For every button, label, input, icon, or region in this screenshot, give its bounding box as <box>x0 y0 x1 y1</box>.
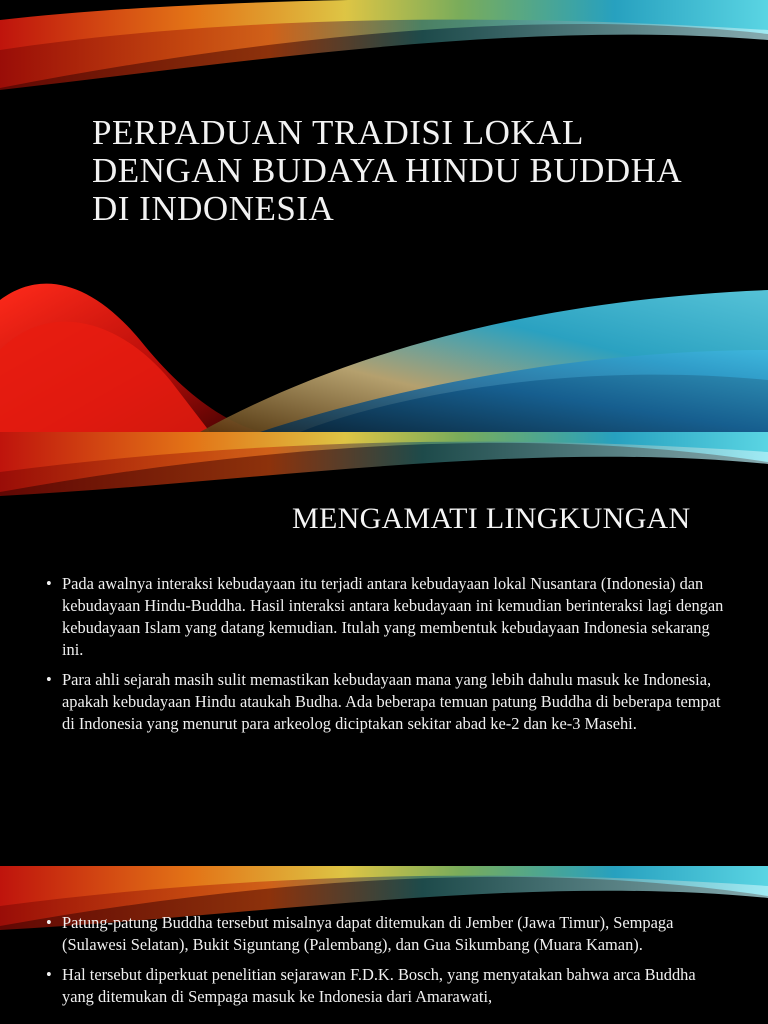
bullet-text: Pada awalnya interaksi kebudayaan itu terjadi antara kebudayaan lokal Nusantara (Indonesia) dan kebudayaan Hindu-Buddha. Hasil interaksi antara kebudayaan ini kemudian berinteraksi lagi dengan kebudayaan Islam yang datang kemudian. Itulah yang membentuk kebudayaan Indonesia sekarang ini. <box>62 574 724 659</box>
slide-title: MENGAMATI LINGKUNGAN <box>292 502 691 535</box>
title-slide <box>0 0 768 432</box>
list-item <box>44 669 724 735</box>
bullet-text: Para ahli sejarah masih sulit memastikan kebudayaan mana yang lebih dahulu masuk ke Indonesia, apakah kebudayaan Hindu ataukah Budha. Ada beberapa temuan patung Buddha di beberapa tempat di Indonesia yang menurut para arkeolog diciptakan sekitar abad ke-2 dan ke-3 Masehi. <box>62 670 721 733</box>
bullet-list <box>44 912 724 1016</box>
list-item <box>44 964 724 1008</box>
title-line: PERPADUAN TRADISI LOKAL <box>92 113 584 152</box>
list-item <box>44 912 724 956</box>
bullet-icon: • <box>46 574 52 593</box>
content-slide <box>0 432 768 866</box>
bullet-text: Hal tersebut diperkuat penelitian sejarawan F.D.K. Bosch, yang menyatakan bahwa arca Buddha yang ditemukan di Sempaga masuk ke Indonesia dari Amarawati, <box>62 965 696 1006</box>
bullet-icon: • <box>46 965 52 984</box>
slide-title <box>92 114 712 228</box>
content-slide <box>0 866 768 1024</box>
bullet-icon: • <box>46 670 52 689</box>
title-line: DI INDONESIA <box>92 189 335 228</box>
bullet-text: Patung-patung Buddha tersebut misalnya dapat ditemukan di Jember (Jawa Timur), Sempaga (Sulawesi Selatan), Bukit Siguntang (Palembang), dan Gua Sikumbang (Muara Kaman). <box>62 913 674 954</box>
list-item <box>44 573 724 661</box>
bullet-icon: • <box>46 913 52 932</box>
title-line: DENGAN BUDAYA HINDU BUDDHA <box>92 151 683 190</box>
bullet-list <box>44 573 724 743</box>
